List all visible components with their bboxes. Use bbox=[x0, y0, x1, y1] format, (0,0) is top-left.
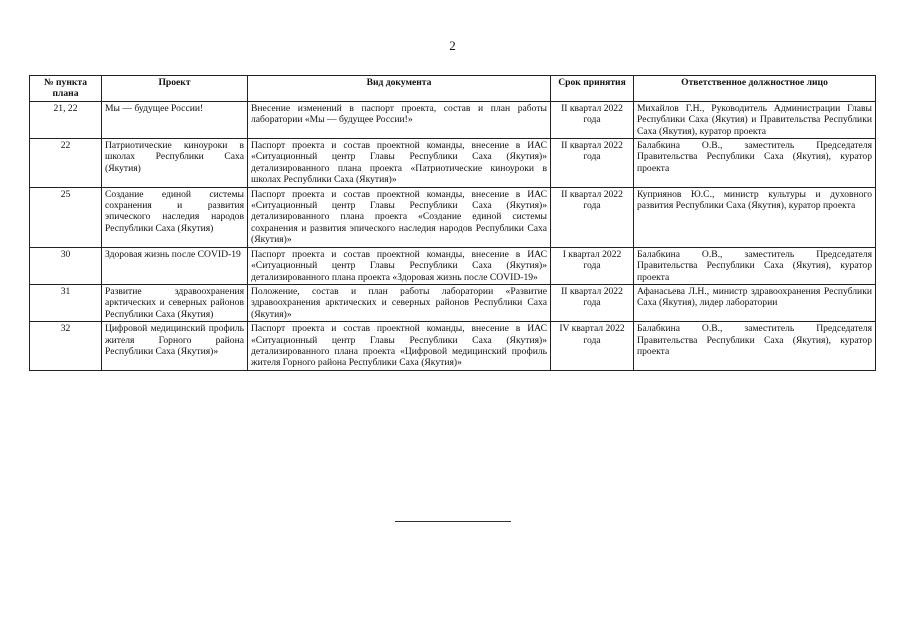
table-row bbox=[30, 187, 876, 247]
cell-plan-number: 32 bbox=[30, 322, 102, 371]
header-plan-number: № пункта плана bbox=[30, 76, 102, 102]
cell-document-type: Паспорт проекта и состав проектной команды, внесение в ИАС «Ситуационный центр Главы Республики Саха (Якутия)» детализированного плана проекта «Патриотические киноуроки в школах Республики Саха (Якутия)» bbox=[248, 139, 551, 188]
cell-adoption-term: II квартал 2022 года bbox=[551, 101, 634, 138]
cell-adoption-term: IV квартал 2022 года bbox=[551, 322, 634, 371]
table-row bbox=[30, 139, 876, 188]
cell-responsible-person: Балабкина О.В., заместитель Председателя Правительства Республики Саха (Якутия), куратор проекта bbox=[634, 247, 876, 284]
cell-project: Создание единой системы сохранения и развития эпического наследия народов Республики Саха (Якутия) bbox=[102, 187, 248, 247]
page-number: 2 bbox=[449, 38, 456, 53]
cell-document-type: Внесение изменений в паспорт проекта, состав и план работы лаборатории «Мы — будущее России!» bbox=[248, 101, 551, 138]
cell-project: Мы — будущее России! bbox=[102, 101, 248, 138]
cell-adoption-term: II квартал 2022 года bbox=[551, 187, 634, 247]
cell-project: Развитие здравоохранения арктических и северных районов Республики Саха (Якутия) bbox=[102, 284, 248, 321]
cell-adoption-term: II квартал 2022 года bbox=[551, 139, 634, 188]
header-adoption-term: Срок принятия bbox=[551, 76, 634, 102]
cell-responsible-person: Михайлов Г.Н., Руководитель Администрации Главы Республики Саха (Якутия) и Правительства Республики Саха (Якутия), куратор проекта bbox=[634, 101, 876, 138]
table-header-row bbox=[30, 76, 876, 102]
cell-project: Патриотические киноуроки в школах Республики Саха (Якутия) bbox=[102, 139, 248, 188]
cell-document-type: Положение, состав и план работы лаборатории «Развитие здравоохранения арктических и северных районов Республики Саха (Якутия)» bbox=[248, 284, 551, 321]
cell-document-type: Паспорт проекта и состав проектной команды, внесение в ИАС «Ситуационный центр Главы Республики Саха (Якутия)» детализированного плана проекта «Создание единой системы сохранения и развития эпического наследия народов Республики Саха (Якутия)» bbox=[248, 187, 551, 247]
cell-project: Цифровой медицинский профиль жителя Горного района Республики Саха (Якутия)» bbox=[102, 322, 248, 371]
table-row bbox=[30, 247, 876, 284]
cell-plan-number: 25 bbox=[30, 187, 102, 247]
table-row bbox=[30, 101, 876, 138]
header-responsible-person: Ответственное должностное лицо bbox=[634, 76, 876, 102]
cell-responsible-person: Куприянов Ю.С., министр культуры и духовного развития Республики Саха (Якутия), куратор проекта bbox=[634, 187, 876, 247]
table-row bbox=[30, 284, 876, 321]
plan-table bbox=[29, 75, 876, 371]
cell-plan-number: 30 bbox=[30, 247, 102, 284]
cell-plan-number: 22 bbox=[30, 139, 102, 188]
cell-adoption-term: II квартал 2022 года bbox=[551, 284, 634, 321]
cell-adoption-term: I квартал 2022 года bbox=[551, 247, 634, 284]
cell-document-type: Паспорт проекта и состав проектной команды, внесение в ИАС «Ситуационный центр Главы Республики Саха (Якутия)» детализированного плана проекта «Цифровой медицинский профиль жителя Горного района Республики Саха (Якутия)» bbox=[248, 322, 551, 371]
cell-responsible-person: Балабкина О.В., заместитель Председателя Правительства Республики Саха (Якутия), куратор проекта bbox=[634, 139, 876, 188]
cell-document-type: Паспорт проекта и состав проектной команды, внесение в ИАС «Ситуационный центр Главы Республики Саха (Якутия)» детализированного плана проекта «Здоровая жизнь после COVID-19» bbox=[248, 247, 551, 284]
footer-separator-line bbox=[395, 521, 511, 522]
cell-project: Здоровая жизнь после COVID-19 bbox=[102, 247, 248, 284]
cell-plan-number: 31 bbox=[30, 284, 102, 321]
cell-responsible-person: Балабкина О.В., заместитель Председателя Правительства Республики Саха (Якутия), куратор проекта bbox=[634, 322, 876, 371]
cell-plan-number: 21, 22 bbox=[30, 101, 102, 138]
table-row bbox=[30, 322, 876, 371]
header-project: Проект bbox=[102, 76, 248, 102]
header-document-type: Вид документа bbox=[248, 76, 551, 102]
cell-responsible-person: Афанасьева Л.Н., министр здравоохранения Республики Саха (Якутия), лидер лаборатории bbox=[634, 284, 876, 321]
